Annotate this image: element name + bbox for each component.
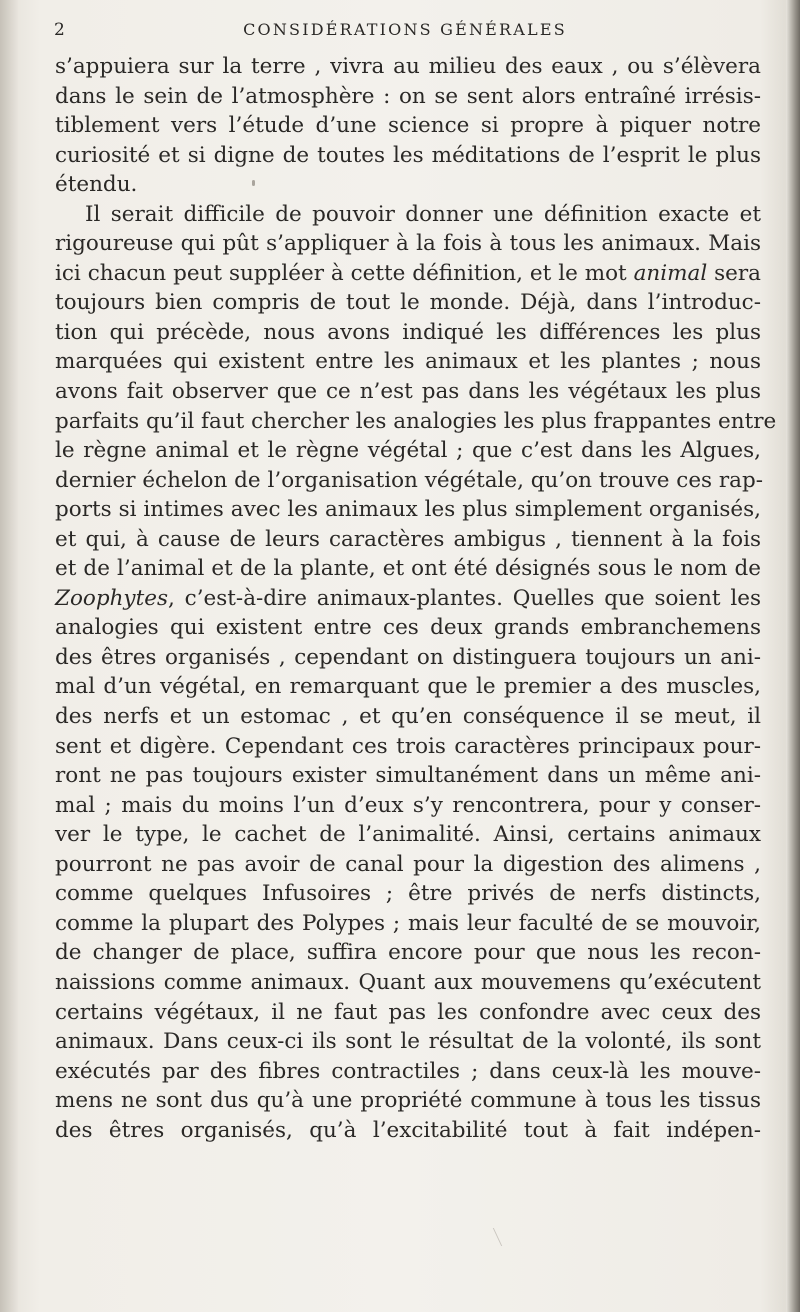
text-line: des nerfs et un estomac , et qu’en conséquence il se meut, il bbox=[55, 704, 761, 730]
text-line: avons fait observer que ce n’est pas dans les végétaux les plus bbox=[55, 379, 761, 405]
text-line: rigoureuse qui pût s’appliquer à la fois à tous les animaux. Mais bbox=[55, 231, 761, 257]
text-line: des êtres organisés, qu’à l’excitabilité tout à fait indépen- bbox=[55, 1117, 761, 1143]
text-line: étendu. bbox=[55, 172, 138, 198]
text-line: certains végétaux, il ne faut pas les confondre avec ceux des bbox=[55, 999, 761, 1025]
text-line: exécutés par des fibres contractiles ; dans ceux-là les mouve- bbox=[55, 1058, 761, 1084]
text-line: tiblement vers l’étude d’une science si propre à piquer notre bbox=[55, 113, 761, 139]
text-line: mens ne sont dus qu’à une propriété commune à tous les tissus bbox=[55, 1088, 761, 1114]
text-line: ports si intimes avec les animaux les plus simplement organisés, bbox=[55, 497, 761, 523]
text-line: Il serait difficile de pouvoir donner une définition exacte et bbox=[85, 201, 761, 227]
text-line: mal d’un végétal, en remarquant que le premier a des muscles, bbox=[55, 674, 761, 700]
running-head: CONSIDÉRATIONS GÉNÉRALES bbox=[243, 20, 567, 39]
text-line: et qui, à cause de leurs caractères ambigus , tiennent à la fois bbox=[55, 526, 761, 552]
text-line: analogies qui existent entre ces deux grands embranchemens bbox=[55, 615, 761, 641]
text-line: tion qui précède, nous avons indiqué les différences les plus bbox=[55, 319, 761, 345]
text-line: comme la plupart des Polypes ; mais leur faculté de se mouvoir, bbox=[55, 910, 761, 936]
text-line: et de l’animal et de la plante, et ont été désignés sous le nom de bbox=[55, 556, 761, 582]
text-line: toujours bien compris de tout le monde. Déjà, dans l’introduc- bbox=[55, 290, 761, 316]
text-line: parfaits qu’il faut chercher les analogies les plus frappantes entre bbox=[55, 408, 777, 434]
text-line: sent et digère. Cependant ces trois caractères principaux pour- bbox=[55, 733, 761, 759]
text-line: ver le type, le cachet de l’animalité. Ainsi, certains animaux bbox=[55, 822, 761, 848]
paper-mark bbox=[481, 1228, 502, 1246]
text-line: dans le sein de l’atmosphère : on se sent alors entraîné irrésis- bbox=[55, 83, 761, 109]
text-line: s’appuiera sur la terre , vivra au milieu des eaux , ou s’élèvera bbox=[55, 54, 761, 79]
text-line: dernier échelon de l’organisation végétale, qu’on trouve ces rap- bbox=[55, 467, 764, 493]
text-line: animaux. Dans ceux-ci ils sont le résultat de la volonté, ils sont bbox=[55, 1029, 761, 1055]
book-spine-shadow bbox=[786, 0, 800, 1312]
text-line: naissions comme animaux. Quant aux mouvemens qu’exécutent bbox=[55, 969, 761, 995]
text-line: ront ne pas toujours exister simultanément dans un même ani- bbox=[55, 763, 761, 789]
body-text bbox=[55, 52, 777, 1145]
text-line: des êtres organisés , cependant on distinguera toujours un ani- bbox=[55, 644, 761, 670]
text-line: curiosité et si digne de toutes les méditations de l’esprit le plus bbox=[55, 142, 761, 168]
text-line-with-italic: ici chacun peut suppléer à cette définition, et le mot animal sera bbox=[55, 260, 762, 286]
page-left-edge bbox=[0, 0, 18, 1312]
text-line: comme quelques Infusoires ; être privés de nerfs distincts, bbox=[55, 881, 761, 907]
text-line-with-italic: Zoophytes, c’est-à-dire animaux-plantes. Quelles que soient les bbox=[55, 585, 761, 611]
text-line: de changer de place, suffira encore pour que nous les recon- bbox=[55, 940, 761, 966]
text-line: marquées qui existent entre les animaux et les plantes ; nous bbox=[55, 349, 761, 375]
text-line: pourront ne pas avoir de canal pour la digestion des alimens , bbox=[55, 851, 761, 877]
page-header bbox=[40, 20, 770, 46]
page-number: 2 bbox=[54, 20, 66, 40]
text-line: mal ; mais du moins l’un d’eux s’y rencontrera, pour y conser- bbox=[55, 792, 761, 818]
text-line: le règne animal et le règne végétal ; que c’est dans les Algues, bbox=[55, 438, 761, 464]
